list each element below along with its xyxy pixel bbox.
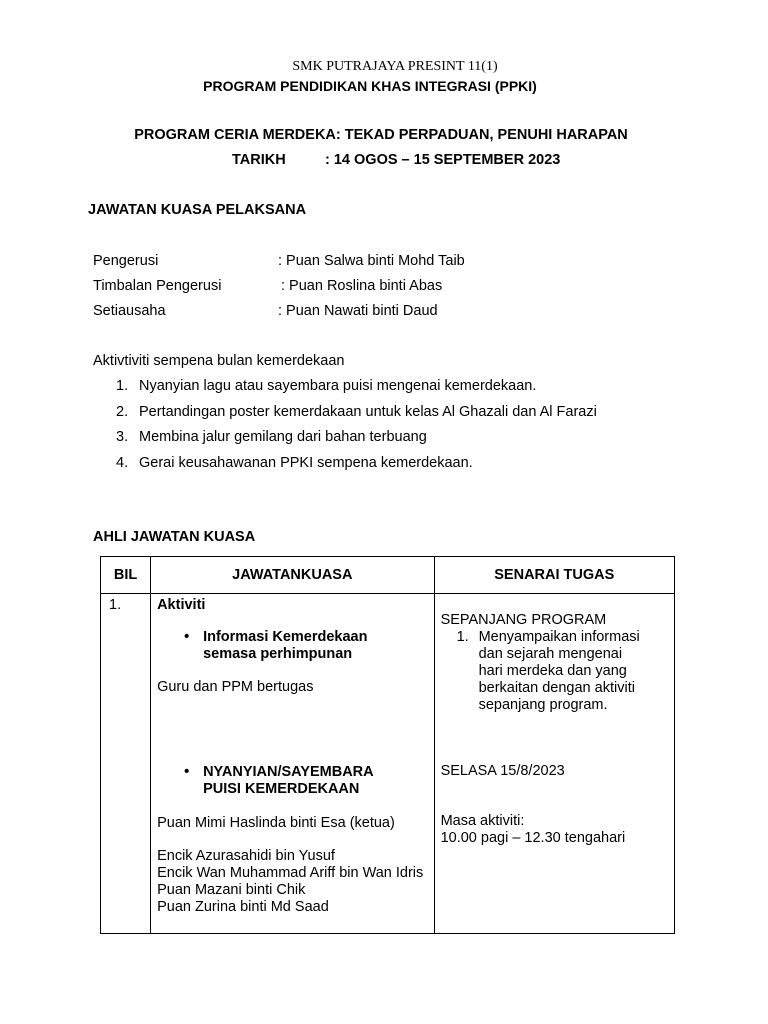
bullet-informasi xyxy=(157,629,427,663)
task-number: 1. xyxy=(456,629,469,645)
activity-item xyxy=(116,404,597,420)
activity-text: Gerai keusahawanan PPKI sempena kemerdekaan. xyxy=(139,455,473,471)
activity-number: 4. xyxy=(116,455,129,471)
activity-text: Pertandingan poster kemerdakaan untuk kelas Al Ghazali dan Al Farazi xyxy=(139,404,597,420)
task-line: Menyampaikan informasi xyxy=(478,629,640,645)
officer-role: Setiausaha xyxy=(93,303,166,319)
task-line: berkaitan dengan aktiviti xyxy=(478,680,635,696)
activity-text: Nyanyian lagu atau sayembara puisi mengenai kemerdekaan. xyxy=(139,378,537,394)
header-jawatankuasa: JAWATANKUASA xyxy=(151,557,434,594)
officer-name: : Puan Salwa binti Mohd Taib xyxy=(278,253,465,269)
header-bil: BIL xyxy=(101,557,151,594)
activity-number: 2. xyxy=(116,404,129,420)
cell-senarai-tugas xyxy=(434,594,674,934)
committee-heading: JAWATAN KUASA PELAKSANA xyxy=(88,202,307,218)
table-row xyxy=(101,594,675,934)
member-name: Encik Azurasahidi bin Yusuf xyxy=(157,848,335,864)
member-name: Encik Wan Muhammad Ariff bin Wan Idris xyxy=(157,865,424,881)
cell-jawatankuasa xyxy=(151,594,434,934)
officer-name: : Puan Nawati binti Daud xyxy=(278,303,438,319)
activity-item xyxy=(116,455,473,471)
task-date: SELASA 15/8/2023 xyxy=(440,763,565,779)
bullet-text: semasa perhimpunan xyxy=(203,646,353,662)
activity-number: 3. xyxy=(116,429,129,445)
activity-number: 1. xyxy=(116,378,129,394)
member-name: Puan Mazani binti Chik xyxy=(157,882,306,898)
leader-name: Puan Mimi Haslinda binti Esa (ketua) xyxy=(157,815,395,831)
officer-role: Pengerusi xyxy=(93,253,159,269)
date-value: : 14 OGOS – 15 SEPTEMBER 2023 xyxy=(325,152,561,168)
task-time: 10.00 pagi – 12.30 tengahari xyxy=(440,830,626,846)
event-date xyxy=(0,152,768,172)
activity-item xyxy=(116,378,536,394)
committee-table xyxy=(100,556,675,934)
task-line: dan sejarah mengenai xyxy=(478,646,623,662)
activity-text: Membina jalur gemilang dari bahan terbuang xyxy=(139,429,427,445)
task-time-label: Masa aktiviti: xyxy=(440,813,525,829)
task-line: hari merdeka dan yang xyxy=(478,663,627,679)
section-title: Aktiviti xyxy=(157,597,206,613)
staff-text: Guru dan PPM bertugas xyxy=(157,679,314,695)
cell-bil: 1. xyxy=(101,594,151,934)
activity-item xyxy=(116,429,427,445)
bullet-text: PUISI KEMERDEKAAN xyxy=(203,781,360,797)
header-senarai-tugas: SENARAI TUGAS xyxy=(434,557,674,594)
officer-role: Timbalan Pengerusi xyxy=(93,278,222,294)
ajk-heading: AHLI JAWATAN KUASA xyxy=(93,529,256,545)
officer-name: : Puan Roslina binti Abas xyxy=(281,278,443,294)
bullet-text: • NYANYIAN/SAYEMBARA xyxy=(203,764,374,780)
program-title: PROGRAM PENDIDIKAN KHAS INTEGRASI (PPKI) xyxy=(203,78,537,94)
school-name: SMK PUTRAJAYA PRESINT 11(1) xyxy=(292,59,498,74)
bullet-nyanyian xyxy=(157,764,427,798)
bullet-text: • Informasi Kemerdekaan xyxy=(203,629,368,645)
event-title: PROGRAM CERIA MERDEKA: TEKAD PERPADUAN, PENUHI HARAPAN xyxy=(134,127,628,143)
task-period: SEPANJANG PROGRAM xyxy=(440,612,607,628)
member-name: Puan Zurina binti Md Saad xyxy=(157,899,329,915)
date-label: TARIKH xyxy=(232,152,286,168)
activities-title: Aktivtiviti sempena bulan kemerdekaan xyxy=(93,353,345,369)
table-header-row xyxy=(101,557,675,594)
task-item xyxy=(441,629,668,714)
task-line: sepanjang program. xyxy=(478,697,608,713)
